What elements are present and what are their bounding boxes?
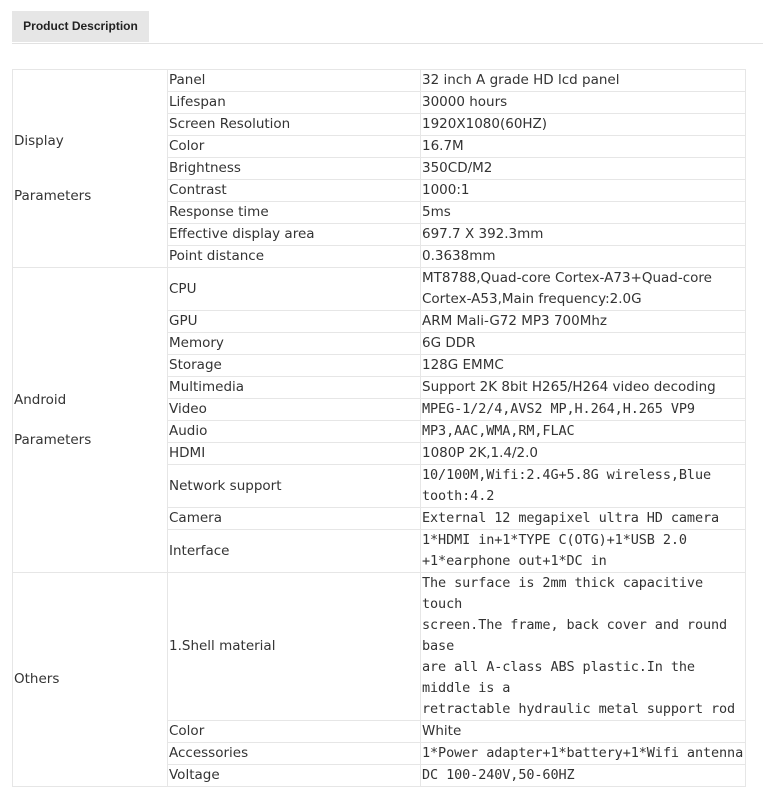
row-label: Point distance — [168, 246, 421, 268]
row-label: CPU — [168, 268, 421, 311]
tab-product-description[interactable]: Product Description — [12, 11, 149, 42]
value-line: are all A-class ABS plastic.In the middle is a — [422, 659, 695, 696]
row-value: MP3,AAC,WMA,RM,FLAC — [421, 421, 746, 443]
row-value — [421, 465, 746, 508]
group-title-line1: Others — [14, 671, 60, 687]
row-value — [421, 268, 746, 311]
value-line: Cortex-A53,Main frequency:2.0G — [422, 291, 642, 307]
row-value: 0.3638mm — [421, 246, 746, 268]
row-label: Lifespan — [168, 92, 421, 114]
row-label: HDMI — [168, 443, 421, 465]
row-value: 128G EMMC — [421, 355, 746, 377]
group-others — [13, 573, 168, 787]
row-value — [421, 530, 746, 573]
row-value: Support 2K 8bit H265/H264 video decoding — [421, 377, 746, 399]
row-value: 5ms — [421, 202, 746, 224]
row-value: 16.7M — [421, 136, 746, 158]
row-label: Interface — [168, 530, 421, 573]
group-title-line1: Android — [14, 391, 67, 408]
row-label: Color — [168, 721, 421, 743]
row-label: Voltage — [168, 765, 421, 787]
row-value: 350CD/M2 — [421, 158, 746, 180]
row-label: Video — [168, 399, 421, 421]
value-line: 10/100M,Wifi:2.4G+5.8G wireless,Blue — [422, 467, 711, 483]
row-label: Color — [168, 136, 421, 158]
row-label: Brightness — [168, 158, 421, 180]
row-label: Screen Resolution — [168, 114, 421, 136]
row-label: GPU — [168, 311, 421, 333]
row-value: 1*Power adapter+1*battery+1*Wifi antenna — [421, 743, 746, 765]
row-value: External 12 megapixel ultra HD camera — [421, 508, 746, 530]
row-value: 1080P 2K,1.4/2.0 — [421, 443, 746, 465]
value-line: MT8788,Quad-core Cortex-A73+Quad-core — [422, 270, 712, 286]
group-display-parameters — [13, 70, 168, 268]
row-label: Response time — [168, 202, 421, 224]
row-label: Multimedia — [168, 377, 421, 399]
row-label: Camera — [168, 508, 421, 530]
value-line: 1*HDMI in+1*TYPE C(OTG)+1*USB 2.0 — [422, 532, 687, 548]
row-label: Storage — [168, 355, 421, 377]
row-label: Network support — [168, 465, 421, 508]
row-label: Memory — [168, 333, 421, 355]
row-value: ARM Mali-G72 MP3 700Mhz — [421, 311, 746, 333]
group-title-line2: Parameters — [14, 431, 92, 448]
value-line: The surface is 2mm thick capacitive touch — [422, 575, 703, 612]
row-value: MPEG-1/2/4,AVS2 MP,H.264,H.265 VP9 — [421, 399, 746, 421]
value-line: screen.The frame, back cover and round base — [422, 617, 728, 654]
row-label: Accessories — [168, 743, 421, 765]
tab-bar — [12, 11, 763, 44]
spec-table — [12, 69, 746, 787]
row-value: 30000 hours — [421, 92, 746, 114]
row-label: Audio — [168, 421, 421, 443]
table-row — [13, 70, 746, 92]
row-value: 6G DDR — [421, 333, 746, 355]
row-value — [421, 573, 746, 721]
value-line: retractable hydraulic metal support rod — [422, 701, 736, 717]
value-line: tooth:4.2 — [422, 488, 495, 504]
row-value: 1920X1080(60HZ) — [421, 114, 746, 136]
row-label: 1.Shell material — [168, 573, 421, 721]
row-value: 697.7 X 392.3mm — [421, 224, 746, 246]
row-value: DC 100-240V,50-60HZ — [421, 765, 746, 787]
row-label: Effective display area — [168, 224, 421, 246]
row-value: White — [421, 721, 746, 743]
value-line: +1*earphone out+1*DC in — [422, 553, 607, 569]
row-label: Contrast — [168, 180, 421, 202]
group-android-parameters — [13, 268, 168, 573]
row-label: Panel — [168, 70, 421, 92]
row-value: 1000:1 — [421, 180, 746, 202]
row-value: 32 inch A grade HD lcd panel — [421, 70, 746, 92]
group-title-line1: Display — [14, 132, 64, 149]
table-row — [13, 573, 746, 721]
group-title-line2: Parameters — [14, 187, 92, 204]
table-row — [13, 268, 746, 311]
